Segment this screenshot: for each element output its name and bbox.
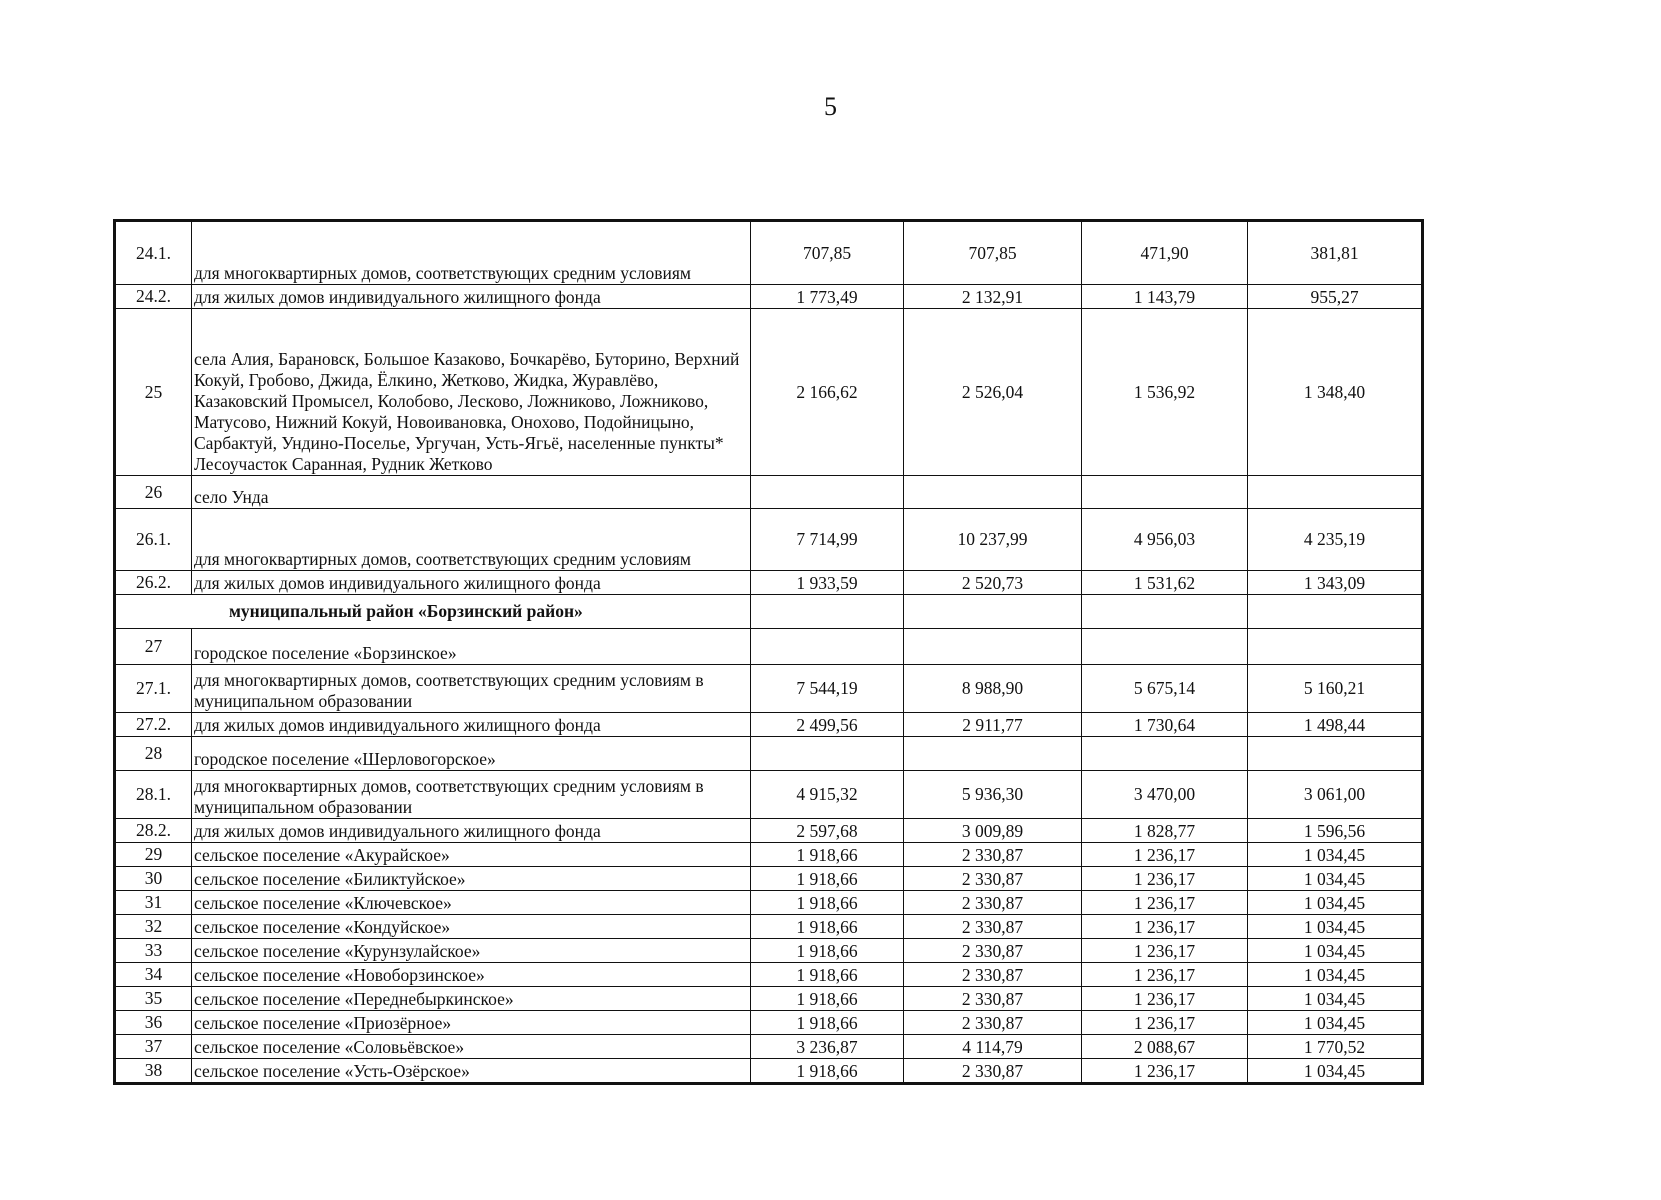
value-col-2: 3 009,89 xyxy=(904,819,1082,843)
value-col-3 xyxy=(1082,476,1248,509)
row-number: 34 xyxy=(116,963,192,987)
row-description: для жилых домов индивидуального жилищного фонда xyxy=(192,571,751,595)
row-description: сельское поселение «Биликтуйское» xyxy=(192,867,751,891)
table-row xyxy=(116,939,1422,963)
value-col-2: 2 330,87 xyxy=(904,963,1082,987)
row-number: 27.1. xyxy=(116,665,192,713)
value-col-1: 1 918,66 xyxy=(751,963,904,987)
value-col-2: 2 330,87 xyxy=(904,987,1082,1011)
row-number: 24.2. xyxy=(116,285,192,309)
row-description: сельское поселение «Новоборзинское» xyxy=(192,963,751,987)
value-col-4: 5 160,21 xyxy=(1248,665,1422,713)
row-description: для многоквартирных домов, соответствующих средним условиям в муниципальном образовании xyxy=(192,665,751,713)
row-description: сельское поселение «Приозёрное» xyxy=(192,1011,751,1035)
value-col-1: 3 236,87 xyxy=(751,1035,904,1059)
value-col-3: 1 236,17 xyxy=(1082,891,1248,915)
value-col-3 xyxy=(1082,737,1248,771)
value-col-4: 1 034,45 xyxy=(1248,915,1422,939)
table-row xyxy=(116,963,1422,987)
value-col-1: 4 915,32 xyxy=(751,771,904,819)
section-title: муниципальный район «Борзинский район» xyxy=(116,595,751,629)
value-col-2: 707,85 xyxy=(904,222,1082,285)
table-row xyxy=(116,819,1422,843)
table-row xyxy=(116,476,1422,509)
table-row xyxy=(116,915,1422,939)
value-col-2: 2 330,87 xyxy=(904,1011,1082,1035)
value-col-2: 2 132,91 xyxy=(904,285,1082,309)
row-description: городское поселение «Борзинское» xyxy=(192,629,751,665)
row-description: для многоквартирных домов, соответствующих средним условиям xyxy=(192,509,751,571)
value-col-1: 7 544,19 xyxy=(751,665,904,713)
value-col-2: 2 330,87 xyxy=(904,915,1082,939)
value-col-4 xyxy=(1248,629,1422,665)
value-col-1: 1 773,49 xyxy=(751,285,904,309)
row-number: 29 xyxy=(116,843,192,867)
row-description: села Алия, Барановск, Большое Казаково, Бочкарёво, Буторино, Верхний Кокуй, Гробово, Джида, Ёлкино, Жетково, Жидка, Журавлёво, Казаковский Промысел, Колобово, Лесково, Ложниково, Ложниково, Матусово, Нижний Кокуй, Новоивановка, Онохово, Подойницыно, Сарбактуй, Ундино-Поселье, Ургучан, Усть-Ягьё, населенные пункты* Лесоучасток Саранная, Рудник Жетково xyxy=(192,309,751,476)
row-number: 26 xyxy=(116,476,192,509)
row-number: 27.2. xyxy=(116,713,192,737)
value-col-4: 381,81 xyxy=(1248,222,1422,285)
empty-cell xyxy=(1082,595,1248,629)
value-col-4: 1 343,09 xyxy=(1248,571,1422,595)
table-row xyxy=(116,285,1422,309)
value-col-4: 1 034,45 xyxy=(1248,987,1422,1011)
table-row xyxy=(116,771,1422,819)
value-col-1: 2 597,68 xyxy=(751,819,904,843)
value-col-1: 1 918,66 xyxy=(751,843,904,867)
value-col-2: 2 520,73 xyxy=(904,571,1082,595)
table-row xyxy=(116,737,1422,771)
row-description: для жилых домов индивидуального жилищного фонда xyxy=(192,285,751,309)
value-col-2 xyxy=(904,629,1082,665)
row-number: 26.2. xyxy=(116,571,192,595)
table-row xyxy=(116,509,1422,571)
value-col-1 xyxy=(751,629,904,665)
table-row xyxy=(116,1035,1422,1059)
table-row xyxy=(116,867,1422,891)
value-col-1: 1 918,66 xyxy=(751,1059,904,1083)
value-col-3: 1 143,79 xyxy=(1082,285,1248,309)
row-description: для жилых домов индивидуального жилищного фонда xyxy=(192,819,751,843)
row-number: 28 xyxy=(116,737,192,771)
value-col-2: 2 911,77 xyxy=(904,713,1082,737)
table-row xyxy=(116,987,1422,1011)
value-col-4: 1 498,44 xyxy=(1248,713,1422,737)
table-row xyxy=(116,222,1422,285)
value-col-4: 1 034,45 xyxy=(1248,867,1422,891)
value-col-2 xyxy=(904,476,1082,509)
value-col-1: 2 166,62 xyxy=(751,309,904,476)
row-number: 27 xyxy=(116,629,192,665)
value-col-1: 1 918,66 xyxy=(751,915,904,939)
row-description: для многоквартирных домов, соответствующих средним условиям в муниципальном образовании xyxy=(192,771,751,819)
value-col-2: 2 330,87 xyxy=(904,891,1082,915)
row-description: сельское поселение «Усть-Озёрское» xyxy=(192,1059,751,1083)
table-row xyxy=(116,843,1422,867)
page-number: 5 xyxy=(824,92,837,121)
table-row xyxy=(116,629,1422,665)
value-col-3: 1 236,17 xyxy=(1082,1059,1248,1083)
value-col-4: 3 061,00 xyxy=(1248,771,1422,819)
value-col-4: 1 034,45 xyxy=(1248,939,1422,963)
value-col-3: 1 531,62 xyxy=(1082,571,1248,595)
section-header-row xyxy=(116,595,1422,629)
row-description: сельское поселение «Соловьёвское» xyxy=(192,1035,751,1059)
value-col-3: 4 956,03 xyxy=(1082,509,1248,571)
value-col-3: 1 236,17 xyxy=(1082,939,1248,963)
value-col-1: 707,85 xyxy=(751,222,904,285)
value-col-4: 1 770,52 xyxy=(1248,1035,1422,1059)
table-row xyxy=(116,891,1422,915)
value-col-4: 1 034,45 xyxy=(1248,1059,1422,1083)
value-col-3: 1 828,77 xyxy=(1082,819,1248,843)
value-col-3: 5 675,14 xyxy=(1082,665,1248,713)
value-col-1 xyxy=(751,737,904,771)
empty-cell xyxy=(904,595,1082,629)
row-number: 28.2. xyxy=(116,819,192,843)
table-row xyxy=(116,309,1422,476)
value-col-1: 1 918,66 xyxy=(751,1011,904,1035)
value-col-4: 1 596,56 xyxy=(1248,819,1422,843)
row-description: сельское поселение «Ключевское» xyxy=(192,891,751,915)
value-col-4: 1 034,45 xyxy=(1248,1011,1422,1035)
row-description: сельское поселение «Кондуйское» xyxy=(192,915,751,939)
row-number: 28.1. xyxy=(116,771,192,819)
value-col-1: 1 918,66 xyxy=(751,987,904,1011)
value-col-2: 4 114,79 xyxy=(904,1035,1082,1059)
value-col-3: 2 088,67 xyxy=(1082,1035,1248,1059)
row-number: 25 xyxy=(116,309,192,476)
row-number: 31 xyxy=(116,891,192,915)
value-col-4: 1 348,40 xyxy=(1248,309,1422,476)
value-col-4: 1 034,45 xyxy=(1248,843,1422,867)
row-number: 36 xyxy=(116,1011,192,1035)
value-col-2: 2 330,87 xyxy=(904,867,1082,891)
table-row xyxy=(116,571,1422,595)
table-row xyxy=(116,665,1422,713)
value-col-2: 10 237,99 xyxy=(904,509,1082,571)
table-row xyxy=(116,1011,1422,1035)
value-col-3: 471,90 xyxy=(1082,222,1248,285)
value-col-1 xyxy=(751,476,904,509)
value-col-4: 1 034,45 xyxy=(1248,891,1422,915)
value-col-2: 2 330,87 xyxy=(904,1059,1082,1083)
row-number: 33 xyxy=(116,939,192,963)
row-number: 30 xyxy=(116,867,192,891)
value-col-2 xyxy=(904,737,1082,771)
value-col-2: 5 936,30 xyxy=(904,771,1082,819)
row-number: 37 xyxy=(116,1035,192,1059)
row-description: для жилых домов индивидуального жилищного фонда xyxy=(192,713,751,737)
value-col-3: 1 236,17 xyxy=(1082,1011,1248,1035)
value-col-1: 1 918,66 xyxy=(751,867,904,891)
value-col-2: 8 988,90 xyxy=(904,665,1082,713)
row-description: для многоквартирных домов, соответствующих средним условиям xyxy=(192,222,751,285)
row-description: село Унда xyxy=(192,476,751,509)
table-row xyxy=(116,713,1422,737)
value-col-3: 1 236,17 xyxy=(1082,867,1248,891)
row-description: сельское поселение «Курунзулайское» xyxy=(192,939,751,963)
row-number: 24.1. xyxy=(116,222,192,285)
value-col-4 xyxy=(1248,737,1422,771)
value-col-3: 1 236,17 xyxy=(1082,987,1248,1011)
row-number: 38 xyxy=(116,1059,192,1083)
value-col-4: 955,27 xyxy=(1248,285,1422,309)
value-col-2: 2 330,87 xyxy=(904,843,1082,867)
value-col-4: 4 235,19 xyxy=(1248,509,1422,571)
value-col-3: 1 236,17 xyxy=(1082,843,1248,867)
value-col-3: 3 470,00 xyxy=(1082,771,1248,819)
value-col-4: 1 034,45 xyxy=(1248,963,1422,987)
value-col-1: 7 714,99 xyxy=(751,509,904,571)
value-col-3 xyxy=(1082,629,1248,665)
value-col-2: 2 330,87 xyxy=(904,939,1082,963)
empty-cell xyxy=(751,595,904,629)
tariff-table-body xyxy=(116,222,1422,1083)
row-description: сельское поселение «Акурайское» xyxy=(192,843,751,867)
value-col-3: 1 730,64 xyxy=(1082,713,1248,737)
row-number: 32 xyxy=(116,915,192,939)
value-col-4 xyxy=(1248,476,1422,509)
row-number: 26.1. xyxy=(116,509,192,571)
value-col-1: 1 918,66 xyxy=(751,939,904,963)
value-col-1: 1 933,59 xyxy=(751,571,904,595)
value-col-3: 1 236,17 xyxy=(1082,915,1248,939)
value-col-3: 1 236,17 xyxy=(1082,963,1248,987)
empty-cell xyxy=(1248,595,1422,629)
value-col-3: 1 536,92 xyxy=(1082,309,1248,476)
value-col-1: 1 918,66 xyxy=(751,891,904,915)
value-col-1: 2 499,56 xyxy=(751,713,904,737)
value-col-2: 2 526,04 xyxy=(904,309,1082,476)
row-description: городское поселение «Шерловогорское» xyxy=(192,737,751,771)
tariff-table xyxy=(115,221,1422,1083)
table-row xyxy=(116,1059,1422,1083)
row-description: сельское поселение «Переднебыркинское» xyxy=(192,987,751,1011)
row-number: 35 xyxy=(116,987,192,1011)
